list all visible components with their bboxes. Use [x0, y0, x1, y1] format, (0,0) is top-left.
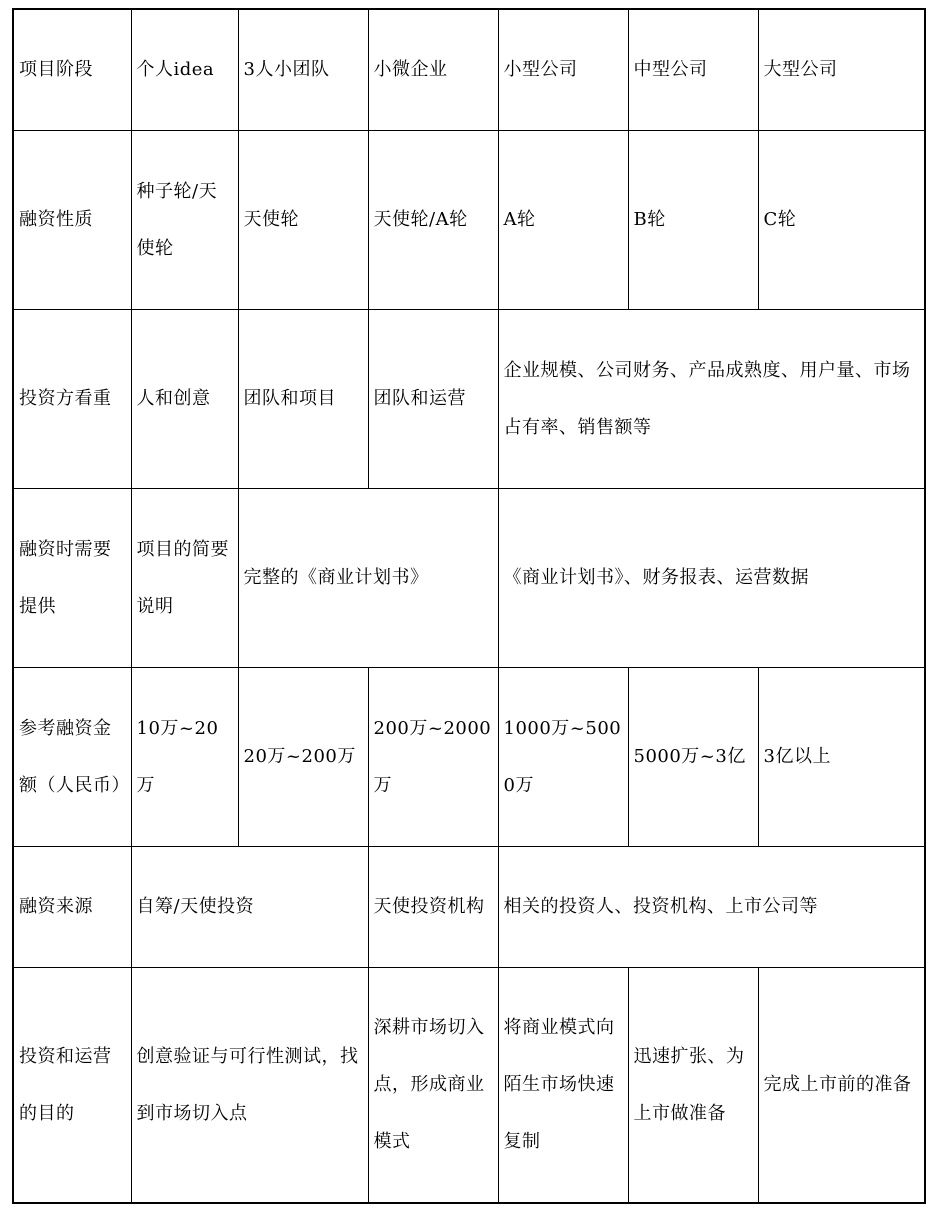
cell-stage-medium-company: 中型公司 — [628, 9, 758, 130]
table-row-investor-focus — [13, 309, 925, 488]
row-label-required-docs: 融资时需要提供 — [13, 488, 131, 667]
table-row-financing-type — [13, 130, 925, 309]
cell-required-docs-merged: 《商业计划书》、财务报表、运营数据 — [498, 488, 925, 667]
cell-amount: 20万~200万 — [238, 667, 368, 846]
cell-investor-focus: 人和创意 — [131, 309, 238, 488]
table-row-purpose — [13, 967, 925, 1203]
cell-investor-focus: 团队和项目 — [238, 309, 368, 488]
cell-source-merged: 相关的投资人、投资机构、上市公司等 — [498, 846, 925, 967]
row-label-purpose: 投资和运营的目的 — [13, 967, 131, 1203]
cell-investor-focus-merged: 企业规模、公司财务、产品成熟度、用户量、市场占有率、销售额等 — [498, 309, 925, 488]
cell-stage-individual: 个人idea — [131, 9, 238, 130]
cell-purpose: 完成上市前的准备 — [758, 967, 925, 1203]
cell-required-docs-merged: 完整的《商业计划书》 — [238, 488, 498, 667]
cell-purpose: 迅速扩张、为上市做准备 — [628, 967, 758, 1203]
cell-purpose: 将商业模式向陌生市场快速复制 — [498, 967, 628, 1203]
cell-financing-type: 天使轮 — [238, 130, 368, 309]
cell-source: 天使投资机构 — [368, 846, 498, 967]
cell-purpose-merged: 创意验证与可行性测试，找到市场切入点 — [131, 967, 368, 1203]
cell-investor-focus: 团队和运营 — [368, 309, 498, 488]
row-label-financing-type: 融资性质 — [13, 130, 131, 309]
cell-financing-type: 种子轮/天使轮 — [131, 130, 238, 309]
cell-stage-micro: 小微企业 — [368, 9, 498, 130]
row-label-investor-focus: 投资方看重 — [13, 309, 131, 488]
table-row-source — [13, 846, 925, 967]
row-label-source: 融资来源 — [13, 846, 131, 967]
table-row-required-docs — [13, 488, 925, 667]
cell-amount: 5000万~3亿 — [628, 667, 758, 846]
row-label-stage: 项目阶段 — [13, 9, 131, 130]
cell-source-merged: 自筹/天使投资 — [131, 846, 368, 967]
table-row-stage — [13, 9, 925, 130]
cell-financing-type: C轮 — [758, 130, 925, 309]
cell-amount: 1000万~5000万 — [498, 667, 628, 846]
table-row-amount — [13, 667, 925, 846]
cell-financing-type: B轮 — [628, 130, 758, 309]
cell-amount: 200万~2000万 — [368, 667, 498, 846]
cell-financing-type: 天使轮/A轮 — [368, 130, 498, 309]
financing-stages-table — [12, 8, 926, 1204]
cell-financing-type: A轮 — [498, 130, 628, 309]
cell-stage-small-company: 小型公司 — [498, 9, 628, 130]
row-label-amount: 参考融资金额（人民币） — [13, 667, 131, 846]
cell-required-docs: 项目的简要说明 — [131, 488, 238, 667]
cell-amount: 3亿以上 — [758, 667, 925, 846]
cell-purpose: 深耕市场切入点，形成商业模式 — [368, 967, 498, 1203]
cell-stage-large-company: 大型公司 — [758, 9, 925, 130]
cell-stage-small-team: 3人小团队 — [238, 9, 368, 130]
cell-amount: 10万~20万 — [131, 667, 238, 846]
